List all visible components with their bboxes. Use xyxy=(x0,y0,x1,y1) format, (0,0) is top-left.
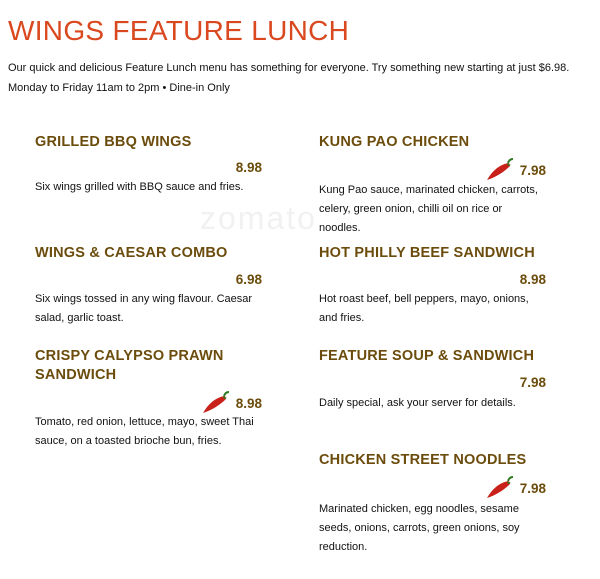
desc-line: salad, garlic toast. xyxy=(35,312,124,324)
item-name: HOT PHILLY BEEF SANDWICH xyxy=(319,245,535,261)
item-price: 8.98 xyxy=(235,160,262,175)
desc-line: sauce, on a toasted brioche bun, fries. xyxy=(35,435,222,447)
desc-line: Daily special, ask your server for details. xyxy=(319,397,516,409)
intro-line: Our quick and delicious Feature Lunch menu has something for everyone. Try something new starting at just $6.98. xyxy=(8,62,570,74)
item-price: 7.98 xyxy=(519,480,546,496)
desc-line: noodles. xyxy=(319,222,361,234)
menu-item-grilled-bbq-wings xyxy=(35,133,262,203)
intro-text xyxy=(8,58,569,98)
item-name: FEATURE SOUP & SANDWICH xyxy=(319,348,535,364)
item-description xyxy=(35,290,252,328)
watermark: zomato xyxy=(200,200,317,236)
item-price: 7.98 xyxy=(519,162,546,178)
chili-pepper-icon xyxy=(484,475,514,501)
menu-item-crispy-calypso-prawn-sandwich xyxy=(35,347,262,452)
item-price: 8.98 xyxy=(235,395,262,411)
desc-line: Hot roast beef, bell peppers, mayo, onions, xyxy=(319,293,529,305)
price-row xyxy=(520,375,546,390)
item-name-line: CRISPY CALYPSO PRAWN xyxy=(35,348,224,364)
item-description xyxy=(35,178,243,197)
menu-item-chicken-street-noodles xyxy=(319,451,546,556)
item-name: KUNG PAO CHICKEN xyxy=(319,134,470,150)
menu-item-feature-soup-sandwich xyxy=(319,347,546,417)
item-description xyxy=(319,290,529,328)
desc-line: Six wings grilled with BBQ sauce and fries. xyxy=(35,181,244,193)
item-name: GRILLED BBQ WINGS xyxy=(35,134,192,150)
page-title: WINGS FEATURE LUNCH xyxy=(8,15,350,46)
price-row xyxy=(236,272,262,287)
item-price: 6.98 xyxy=(235,272,262,287)
desc-line: Kung Pao sauce, marinated chicken, carrots, xyxy=(319,184,538,196)
item-description xyxy=(319,500,520,557)
desc-line: Marinated chicken, egg noodles, sesame xyxy=(319,503,519,515)
price-row xyxy=(236,160,262,175)
menu-item-hot-philly-beef-sandwich xyxy=(319,244,546,329)
item-description xyxy=(319,181,538,238)
desc-line: Tomato, red onion, lettuce, mayo, sweet Thai xyxy=(35,416,254,428)
item-name: WINGS & CAESAR COMBO xyxy=(35,245,228,261)
item-description xyxy=(319,394,516,413)
hours-line: Monday to Friday 11am to 2pm • Dine-in Only xyxy=(8,82,230,94)
item-name-line: SANDWICH xyxy=(35,367,117,383)
chili-pepper-icon xyxy=(484,157,514,183)
price-row xyxy=(520,272,546,287)
desc-line: and fries. xyxy=(319,312,365,324)
item-description xyxy=(35,413,254,451)
desc-line: reduction. xyxy=(319,541,368,553)
item-price: 7.98 xyxy=(519,375,546,390)
item-name xyxy=(35,347,262,385)
item-name: CHICKEN STREET NOODLES xyxy=(319,452,527,468)
price-row xyxy=(484,157,546,183)
price-row xyxy=(484,475,546,501)
desc-line: Six wings tossed in any wing flavour. Caesar xyxy=(35,293,253,305)
item-price: 8.98 xyxy=(519,272,546,287)
desc-line: celery, green onion, chilli oil on rice or xyxy=(319,203,503,215)
desc-line: seeds, onions, carrots, green onions, soy xyxy=(319,522,520,534)
menu-item-kung-pao-chicken xyxy=(319,133,546,238)
menu-item-wings-caesar-combo xyxy=(35,244,262,329)
